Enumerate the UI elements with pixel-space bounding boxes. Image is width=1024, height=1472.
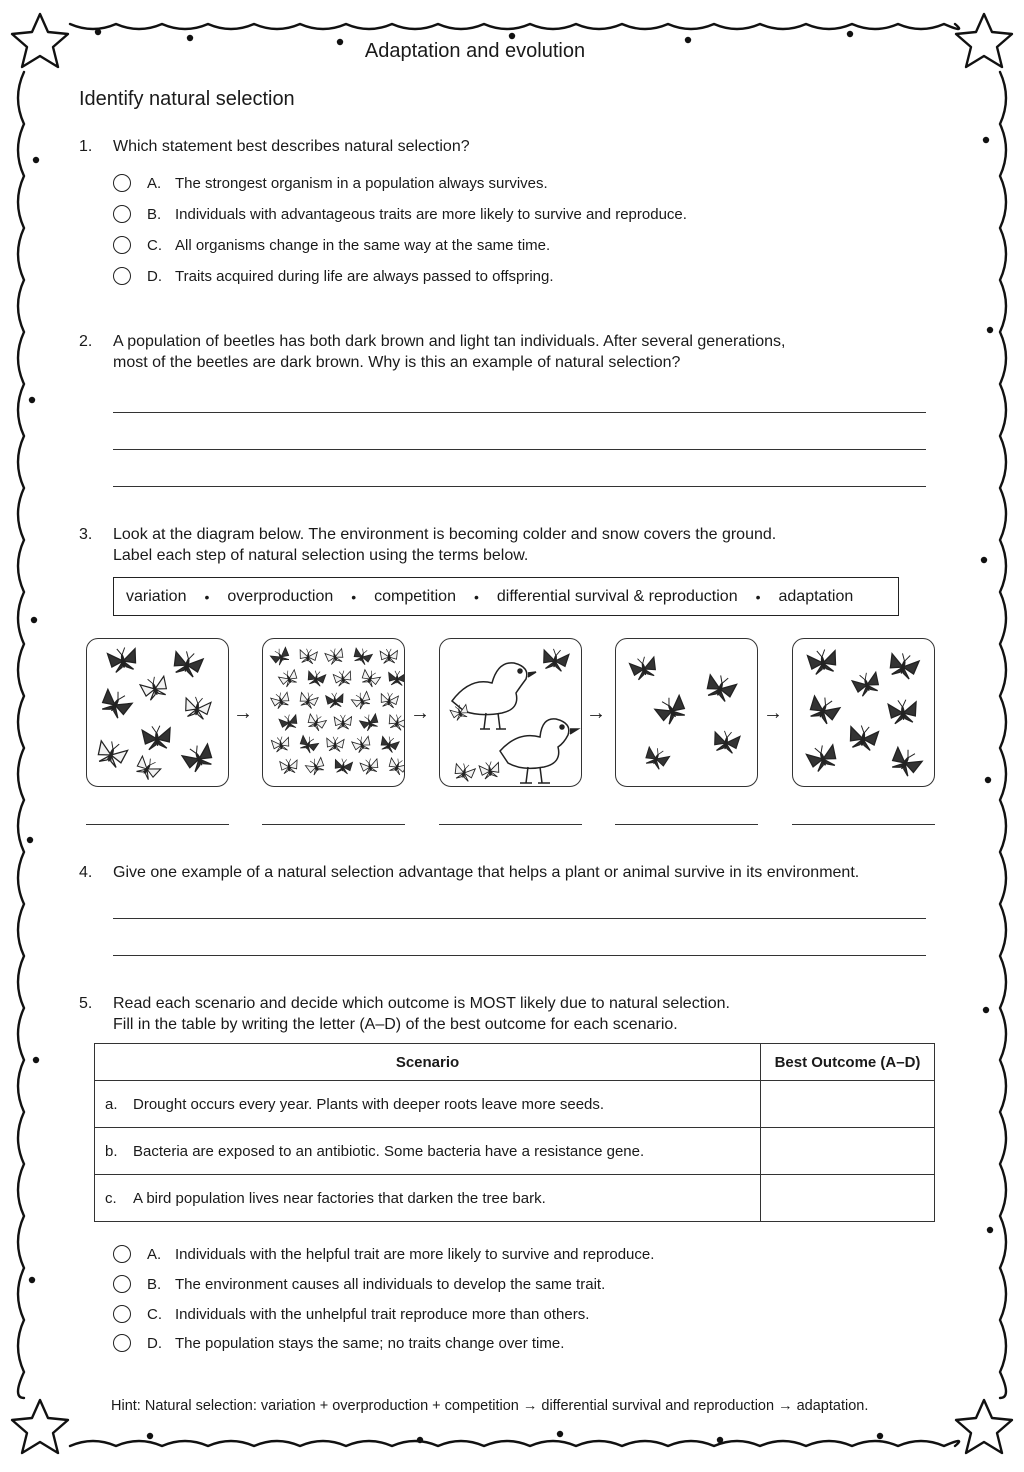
moth-icon xyxy=(107,646,139,674)
moth-icon xyxy=(805,742,839,773)
moth-illustration xyxy=(87,639,229,787)
moth-icon xyxy=(387,756,405,776)
q1-option-c[interactable] xyxy=(113,233,550,257)
moth-icon xyxy=(379,735,400,754)
border-dot xyxy=(31,617,37,623)
border-dot xyxy=(95,29,101,35)
star-icon xyxy=(956,1400,1012,1453)
question-3-line-1: Look at the diagram below. The environment is becoming colder and snow covers the ground. xyxy=(113,526,777,543)
bottom-scalloped-border xyxy=(70,1441,959,1446)
question-3-line-2: Label each step of natural selection using the terms below. xyxy=(113,547,529,564)
moth-icon xyxy=(387,713,405,731)
moth-icon xyxy=(807,648,839,676)
term-differential-survival: differential survival & reproduction xyxy=(496,587,738,605)
answer-cell[interactable] xyxy=(761,1175,935,1222)
answer-cell[interactable] xyxy=(761,1128,935,1175)
q1-option-a[interactable] xyxy=(113,171,548,195)
moth-icon xyxy=(278,668,300,688)
question-5-number: 5. xyxy=(79,995,93,1012)
q5-option-b[interactable] xyxy=(113,1272,605,1296)
scenario-text: Drought occurs every year. Plants with deeper roots leave more seeds. xyxy=(133,1095,605,1113)
moth-icon xyxy=(642,745,670,771)
answer-line[interactable] xyxy=(113,449,926,450)
moth-icon xyxy=(183,695,211,720)
border-dot xyxy=(147,1433,153,1439)
scenario-text: A bird population lives near factories that darken the tree bark. xyxy=(133,1189,546,1207)
arrow-icon: → xyxy=(586,702,606,724)
border-dot xyxy=(29,397,35,403)
radio-button[interactable] xyxy=(113,1334,131,1352)
panel-overproduction-moths xyxy=(262,638,405,787)
separator-dot: • xyxy=(204,588,210,605)
panel-competition-birds xyxy=(439,638,582,787)
term-competition: competition xyxy=(374,587,456,605)
question-2-number: 2. xyxy=(79,333,93,350)
question-5-line-2: Fill in the table by writing the letter (A–D) of the best outcome for each scenario. xyxy=(113,1016,678,1033)
moth-icon xyxy=(305,756,327,777)
hint-text: Hint: Natural selection: variation + overproduction + competition → differential survival and reproduction → adaptation. xyxy=(111,1398,869,1414)
moth-icon xyxy=(333,758,352,775)
option-letter: B. xyxy=(147,1275,162,1293)
moth-icon xyxy=(806,693,841,726)
question-1-text: Which statement best describes natural selection? xyxy=(113,138,470,155)
border-dot xyxy=(417,1437,423,1443)
moth-icon xyxy=(299,648,318,664)
border-dot xyxy=(987,1227,993,1233)
moth-icon xyxy=(352,646,373,666)
label-line[interactable] xyxy=(792,824,935,825)
separator-dot: • xyxy=(351,588,357,605)
worksheet-title: Adaptation and evolution xyxy=(364,40,586,62)
worksheet-subtitle: Identify natural selection xyxy=(79,88,295,110)
answer-line[interactable] xyxy=(113,955,926,956)
border-dot xyxy=(717,1437,723,1443)
border-dot xyxy=(33,1057,39,1063)
right-scalloped-border xyxy=(1000,72,1006,1398)
moth-illustration xyxy=(263,639,405,787)
border-dot xyxy=(847,31,853,37)
option-text: Traits acquired during life are always passed to offspring. xyxy=(175,267,554,285)
question-5-line-1: Read each scenario and decide which outcome is MOST likely due to natural selection. xyxy=(113,995,730,1012)
scenario-cell xyxy=(95,1175,761,1222)
border-dot xyxy=(557,1431,563,1437)
q1-option-d[interactable] xyxy=(113,264,554,288)
moth-icon xyxy=(360,757,380,775)
option-text: The population stays the same; no traits change over time. xyxy=(175,1334,565,1352)
panel-variation-moths xyxy=(86,638,229,787)
border-dot xyxy=(33,157,39,163)
moth-icon xyxy=(280,758,299,774)
question-3-number: 3. xyxy=(79,526,93,543)
radio-button[interactable] xyxy=(113,1245,131,1263)
option-text: All organisms change in the same way at the same time. xyxy=(175,236,551,254)
column-header-best-outcome: Best Outcome (A–D) xyxy=(761,1044,935,1081)
moth-icon xyxy=(326,692,345,708)
border-dot xyxy=(27,837,33,843)
moth-icon xyxy=(333,669,353,686)
top-scalloped-border xyxy=(70,24,959,29)
option-letter: A. xyxy=(147,174,162,192)
label-line[interactable] xyxy=(615,824,758,825)
moth-icon xyxy=(324,647,345,665)
moth-icon xyxy=(298,691,319,710)
moth-icon xyxy=(888,745,924,779)
moth-illustration xyxy=(793,639,935,787)
table-row xyxy=(95,1081,935,1128)
moth-icon xyxy=(380,649,398,664)
scenario-table xyxy=(94,1043,935,1222)
border-dot xyxy=(981,557,987,563)
moth-icon xyxy=(351,735,372,754)
moth-icon xyxy=(359,668,381,688)
panel-survival-moths xyxy=(615,638,758,787)
answer-cell[interactable] xyxy=(761,1081,935,1128)
answer-line[interactable] xyxy=(113,486,926,487)
row-label: c. xyxy=(105,1189,117,1207)
moth-icon xyxy=(388,670,405,685)
moth-icon xyxy=(887,651,920,680)
star-icon xyxy=(12,1400,68,1453)
moth-icon xyxy=(98,687,134,721)
moth-icon xyxy=(269,646,291,667)
arrow-icon: → xyxy=(763,702,783,724)
moth-icon xyxy=(142,725,172,750)
separator-dot: • xyxy=(473,588,479,605)
row-label: b. xyxy=(105,1142,118,1160)
label-line[interactable] xyxy=(86,824,229,825)
arrow-icon: → xyxy=(410,702,430,724)
moth-icon xyxy=(380,692,399,709)
left-scalloped-border xyxy=(18,72,24,1398)
bird-icon xyxy=(452,663,527,715)
radio-button[interactable] xyxy=(113,174,131,192)
moth-icon xyxy=(133,754,162,782)
row-label: a. xyxy=(105,1095,118,1113)
option-text: Individuals with the unhelpful trait reproduce more than others. xyxy=(175,1305,590,1323)
radio-button[interactable] xyxy=(113,236,131,254)
table-row xyxy=(95,1128,935,1175)
separator-dot: • xyxy=(755,588,761,605)
label-line[interactable] xyxy=(439,824,582,825)
option-letter: D. xyxy=(147,1334,162,1352)
moth-icon xyxy=(94,738,128,769)
moth-icon xyxy=(297,734,319,755)
term-variation: variation xyxy=(126,587,187,605)
q5-option-c[interactable] xyxy=(113,1302,589,1326)
moth-icon xyxy=(703,672,737,703)
moth-icon xyxy=(271,736,291,753)
arrow-icon: → xyxy=(233,702,253,724)
radio-button[interactable] xyxy=(113,267,131,285)
moth-icon xyxy=(851,670,882,698)
moth-icon xyxy=(181,741,216,774)
column-header-scenario: Scenario xyxy=(95,1044,761,1081)
table-header-row xyxy=(95,1044,935,1081)
question-4-number: 4. xyxy=(79,864,93,881)
moth-icon xyxy=(306,712,327,732)
option-letter: D. xyxy=(147,267,162,285)
radio-button[interactable] xyxy=(113,205,131,223)
moth-icon xyxy=(171,649,204,678)
moth-icon xyxy=(888,699,918,724)
moth-icon xyxy=(306,669,326,687)
star-icon xyxy=(956,14,1012,67)
label-line[interactable] xyxy=(262,824,405,825)
moth-icon xyxy=(453,762,476,783)
moth-icon xyxy=(334,715,352,730)
option-letter: C. xyxy=(147,1305,162,1323)
moth-icon xyxy=(279,713,299,731)
moth-icon xyxy=(653,693,689,727)
question-2-line-1: A population of beetles has both dark brown and light tan individuals. After several generations, xyxy=(113,333,786,350)
option-text: Individuals with the helpful trait are more likely to survive and reproduce. xyxy=(175,1245,655,1263)
moth-icon xyxy=(712,729,740,754)
moth-icon xyxy=(326,736,344,751)
scenario-cell xyxy=(95,1081,761,1128)
border-dot xyxy=(983,137,989,143)
option-text: The environment causes all individuals to develop the same trait. xyxy=(175,1275,606,1293)
moth-icon xyxy=(541,647,569,672)
term-overproduction: overproduction xyxy=(227,587,334,605)
option-letter: B. xyxy=(147,205,162,223)
moth-icon xyxy=(847,724,879,752)
option-text: Individuals with advantageous traits are more likely to survive and reproduce. xyxy=(175,205,687,223)
moth-icon xyxy=(359,712,381,732)
border-dot xyxy=(29,1277,35,1283)
question-1-number: 1. xyxy=(79,138,93,155)
border-dot xyxy=(985,777,991,783)
option-letter: C. xyxy=(147,236,162,254)
birds-eating-moths-illustration xyxy=(440,639,582,787)
moth-icon xyxy=(351,690,373,711)
option-text: The strongest organism in a population always survives. xyxy=(175,174,548,192)
moth-illustration xyxy=(616,639,758,787)
q1-option-b[interactable] xyxy=(113,202,687,226)
answer-line[interactable] xyxy=(113,918,926,919)
answer-line[interactable] xyxy=(113,412,926,413)
scenario-text: Bacteria are exposed to an antibiotic. Some bacteria have a resistance gene. xyxy=(133,1142,645,1160)
border-dot xyxy=(877,1433,883,1439)
moth-icon xyxy=(629,654,659,681)
q5-option-d[interactable] xyxy=(113,1331,564,1355)
scenario-cell xyxy=(95,1128,761,1175)
moth-icon xyxy=(270,690,291,709)
border-dot xyxy=(987,327,993,333)
border-dot xyxy=(509,33,515,39)
q5-option-a[interactable] xyxy=(113,1242,654,1266)
question-2-line-2: most of the beetles are dark brown. Why is this an example of natural selection? xyxy=(113,354,681,371)
word-bank xyxy=(113,577,899,616)
option-letter: A. xyxy=(147,1245,162,1263)
question-4-text: Give one example of a natural selection advantage that helps a plant or animal survive in its environment. xyxy=(113,864,860,881)
radio-button[interactable] xyxy=(113,1275,131,1293)
radio-button[interactable] xyxy=(113,1305,131,1323)
border-dot xyxy=(983,1007,989,1013)
panel-adaptation-moths xyxy=(792,638,935,787)
bird-icon xyxy=(500,719,569,769)
term-adaptation: adaptation xyxy=(778,587,854,605)
moth-icon xyxy=(139,674,170,702)
moth-icon xyxy=(479,760,501,779)
table-row xyxy=(95,1175,935,1222)
